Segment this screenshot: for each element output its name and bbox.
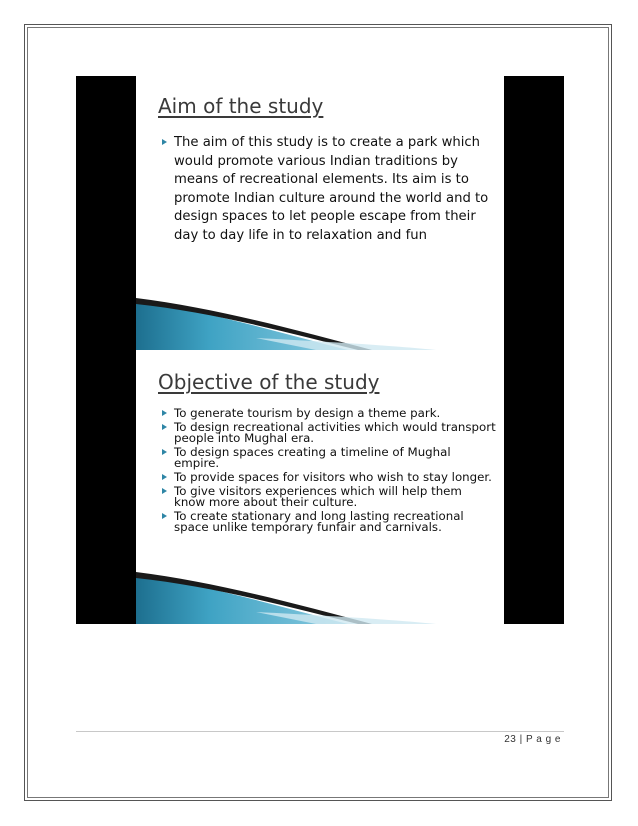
triangle-bullet-icon xyxy=(162,449,167,455)
footer-divider xyxy=(76,731,564,732)
triangle-bullet-icon xyxy=(162,139,167,145)
bullet-text: To provide spaces for visitors who wish to stay longer. xyxy=(174,469,492,484)
slide-aim-bullets xyxy=(160,134,496,245)
swoosh-decoration xyxy=(136,554,504,624)
triangle-bullet-icon xyxy=(162,474,167,480)
swoosh-decoration xyxy=(136,280,504,350)
triangle-bullet-icon xyxy=(162,488,167,494)
bullet-item xyxy=(160,408,496,420)
slide-aim-body xyxy=(136,76,504,350)
page-number: 23 | P a g e xyxy=(504,734,561,745)
bullet-item xyxy=(160,508,496,535)
slide-aim-title: Aim of the study xyxy=(158,94,324,118)
slides-container xyxy=(76,76,564,624)
bullet-text: The aim of this study is to create a park which would promote various Indian traditions by means of recreational elements. Its aim is to promote Indian culture around the world and to design spaces to let people escape from their day to day life in to relaxation and fun xyxy=(174,135,489,243)
bullet-item xyxy=(160,134,496,245)
slide-objective xyxy=(76,350,564,624)
bullet-text: To generate tourism by design a theme park. xyxy=(174,406,441,420)
bullet-item xyxy=(160,469,496,484)
slide-aim xyxy=(76,76,564,350)
bullet-item xyxy=(160,419,496,446)
bullet-text: To design spaces creating a timeline of Mughal empire. xyxy=(174,444,451,471)
slide-objective-body xyxy=(136,350,504,624)
bullet-text: To design recreational activities which would transport people into Mughal era. xyxy=(174,419,496,446)
triangle-bullet-icon xyxy=(162,410,167,416)
triangle-bullet-icon xyxy=(162,424,167,430)
slide-objective-bullets xyxy=(160,408,496,536)
bullet-item xyxy=(160,483,496,510)
triangle-bullet-icon xyxy=(162,513,167,519)
bullet-item xyxy=(160,444,496,471)
bullet-text: To give visitors experiences which will help them know more about their culture. xyxy=(174,483,462,510)
slide-objective-title: Objective of the study xyxy=(158,370,380,394)
bullet-text: To create stationary and long lasting recreational space unlike temporary funfair and carnivals. xyxy=(174,508,464,535)
